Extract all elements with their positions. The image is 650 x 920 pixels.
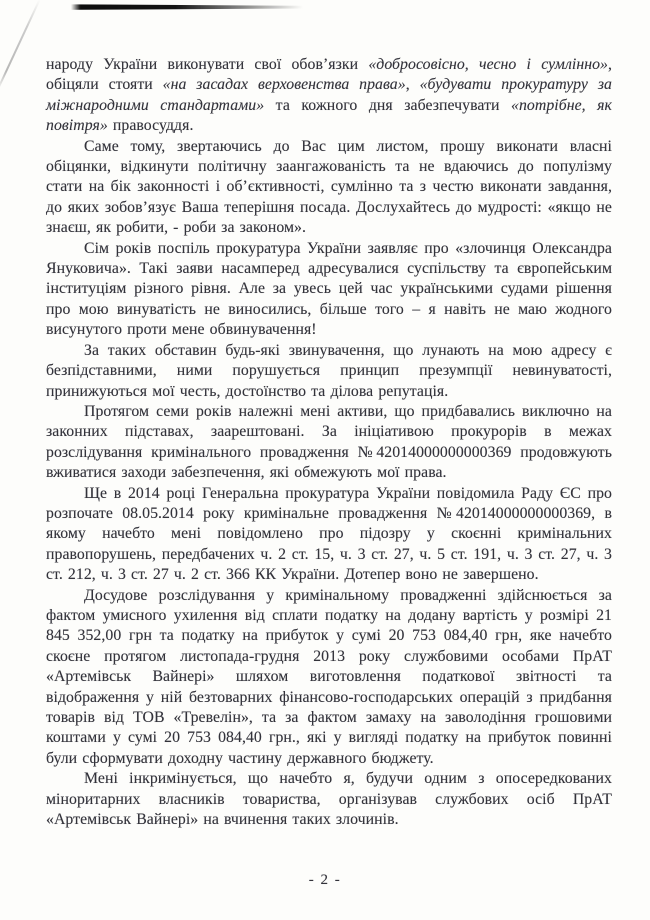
paragraph: [46, 402, 612, 484]
body-text: Мені інкримінується, що начебто я, будучи одним з опосередкованих міноритарних власників товариства, організував службових осіб ПрАТ «Артемівськ Вайнері» на вчинення таких злочинів.: [46, 770, 612, 829]
paragraph: [46, 769, 612, 830]
paragraph: [46, 484, 612, 586]
quoted-italic-text: «добросовісно, чесно і сумлінно»: [368, 56, 608, 73]
quoted-italic-text: «на засадах верховенства права»: [162, 76, 406, 94]
body-text: Протягом семи років належні мені активи, що придбавались виключно на законних підставах, заарештовані. За ініціативою прокурорів в межах розслідування кримінального провадження №42014000000000369 продовжують вживатися заходи забезпечення, які обмежують мої права.: [46, 402, 612, 482]
paragraph: [46, 341, 612, 402]
body-text: Досудове розслідування у кримінальному провадженні здійснюється за фактом умисного ухилення від сплати податку на додану вартість у розмірі 21 845 352,00 грн та податку на прибуток у сумі 20 753 084,40 грн, яке начебто скоєне протягом листопада-грудня 2013 року службовими особами ПрАТ «Артемівськ Вайнері» шляхом виготовлення податкової звітності та відображення у ній безтоварних фінансово-господарських операцій з придбання товарів від ТОВ «Тревелін», та за фактом замаху на заволодіння грошовими коштами у сумі 20 753 084,40 грн., які у вигляді податку на прибуток повинні були сформувати доходну частину державного бюджету.: [46, 586, 612, 767]
paragraph: [46, 239, 612, 341]
paragraph: [46, 55, 612, 137]
paragraph: [46, 586, 612, 770]
body-text: Саме тому, звертаючись до Вас цим листом, прошу виконати власні обіцянки, відкинути політичну заангажованість та не вдаючись до популізму стати на бік законності і об’єктивності, сумлінно та з честю виконати завдання, до яких зобов’язує Ваша теперішня посада. Дослухайтесь до мудрості: «якщо не знаєш, як робити, - роби за законом».: [46, 137, 612, 237]
body-text: правосуддя.: [107, 117, 194, 135]
scan-artifact-top-bar: [71, 4, 303, 10]
scan-artifact-fold-crease: [0, 0, 41, 91]
body-text: та кожного дня забезпечувати: [264, 96, 512, 114]
body-text: Ще в 2014 році Генеральна прокуратура України повідомила Раду ЄС про розпочате 08.05.2014 року кримінальне провадження №42014000000000369, в якому начебто мені повідомлено про підозру у скоєнні кримінальних правопорушень, передбачених ч. 2 ст. 15, ч. 3 ст. 27, ч. 5 ст. 191, ч. 3 ст. 27, ч. 3 ст. 212, ч. 3 ст. 27 ч. 2 ст. 366 КК України. Дотепер воно не завершено.: [46, 484, 612, 584]
quoted-italic-text: «потрібне, як повітря»: [46, 96, 612, 135]
body-text: Сім років поспіль прокуратура України заявляє про «злочинця Олександра Януковича». Такі заяви насамперед адресувалися суспільству та європейським інституціям різного рівня. Але за увесь цей час українськими судами рішення про мою винуватість не виносились, більше того – я навіть не маю жодного висунутого проти мене обвинувачення!: [46, 239, 612, 339]
body-text: За таких обставин будь-які звинувачення, що лунають на мою адресу є безпідставними, ними порушується принцип презумпції невинуватості, принижуються мої честь, достоїнство та ділова репутація.: [46, 341, 612, 400]
quoted-italic-text: «будувати прокуратуру за міжнародними стандартами»: [46, 76, 612, 114]
body-text: народу України виконувати свої обов’язки: [46, 56, 369, 73]
page-number: - 2 -: [308, 872, 342, 888]
document-body: [46, 55, 612, 830]
paragraph: [46, 137, 612, 239]
body-text: ,: [405, 76, 420, 94]
body-text: , обіцяли стояти: [46, 56, 612, 94]
